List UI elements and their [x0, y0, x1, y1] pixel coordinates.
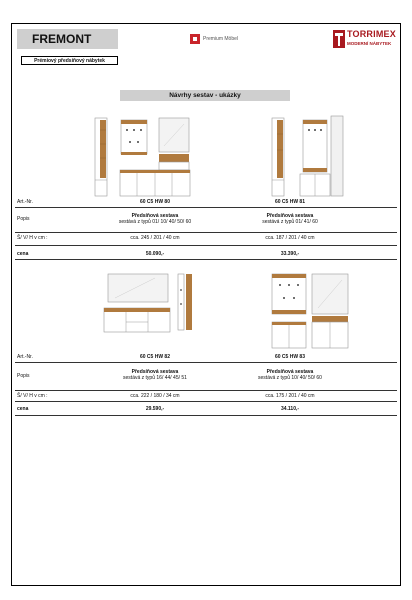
- subtitle: Prémiový předsíňový nábytek: [21, 56, 118, 65]
- price-label: cena: [17, 251, 29, 257]
- torrimex-tagline: MODERNÍ NÁBYTEK: [347, 41, 392, 46]
- premium-label: Premium Möbel: [203, 36, 239, 42]
- dims-label: Š/ V/ H v cm :: [17, 393, 48, 399]
- torrimex-logo-icon: [333, 30, 345, 48]
- product-80-description: Předsíňová sestava sestává z typů 01/ 10/ 40/ 50/ 60: [118, 213, 192, 225]
- product-82-price: 29.590,-: [145, 406, 165, 412]
- dims-label: Š/ V/ H v cm :: [17, 235, 48, 241]
- product-82-image: [100, 270, 200, 336]
- torrimex-logo: [333, 28, 397, 54]
- brand-title: FREMONT: [17, 29, 118, 49]
- premium-moebel-logo: [190, 34, 238, 44]
- product-83-dims: cca. 175 / 201 / 40 cm: [265, 393, 315, 399]
- divider: [15, 415, 397, 416]
- product-83-image: [268, 268, 358, 352]
- product-82-description: Předsíňová sestava sestává z typů 16/ 44/ 45/ 51: [123, 369, 187, 381]
- divider: [15, 362, 397, 363]
- divider: [15, 232, 397, 233]
- premium-logo-icon: [190, 34, 200, 44]
- product-81-art: 60 C5 HW 81: [274, 199, 305, 205]
- product-81-price: 33.390,-: [280, 251, 300, 257]
- popis-label: Popis: [17, 216, 30, 222]
- product-80-art: 60 C5 HW 80: [139, 199, 170, 205]
- divider: [15, 259, 397, 260]
- divider: [15, 207, 397, 208]
- product-83-price: 34.110,-: [280, 406, 300, 412]
- torrimex-name: TORRIMEX: [347, 29, 396, 39]
- price-label: cena: [17, 406, 29, 412]
- product-80-dims: cca. 245 / 201 / 40 cm: [130, 235, 180, 241]
- popis-label: Popis: [17, 373, 30, 379]
- product-82-dims: cca. 222 / 180 / 34 cm: [130, 393, 180, 399]
- product-80-image: [92, 110, 202, 198]
- product-83-description: Předsíňová sestava sestává z typů 10/ 40/ 50/ 60: [258, 369, 322, 381]
- art-label: Art.-Nr.: [17, 354, 33, 360]
- product-82-art: 60 C5 HW 82: [139, 354, 170, 360]
- product-81-dims: cca. 187 / 201 / 40 cm: [265, 235, 315, 241]
- divider: [15, 401, 397, 402]
- product-81-image: [270, 112, 350, 198]
- section-title: Návrhy sestav - ukázky: [120, 90, 290, 101]
- divider: [15, 245, 397, 246]
- product-83-art: 60 C5 HW 83: [274, 354, 305, 360]
- product-80-price: 50.090,-: [145, 251, 165, 257]
- art-label: Art.-Nr.: [17, 199, 33, 205]
- product-81-description: Předsíňová sestava sestává z typů 01/ 41/ 60: [262, 213, 318, 225]
- divider: [15, 390, 397, 391]
